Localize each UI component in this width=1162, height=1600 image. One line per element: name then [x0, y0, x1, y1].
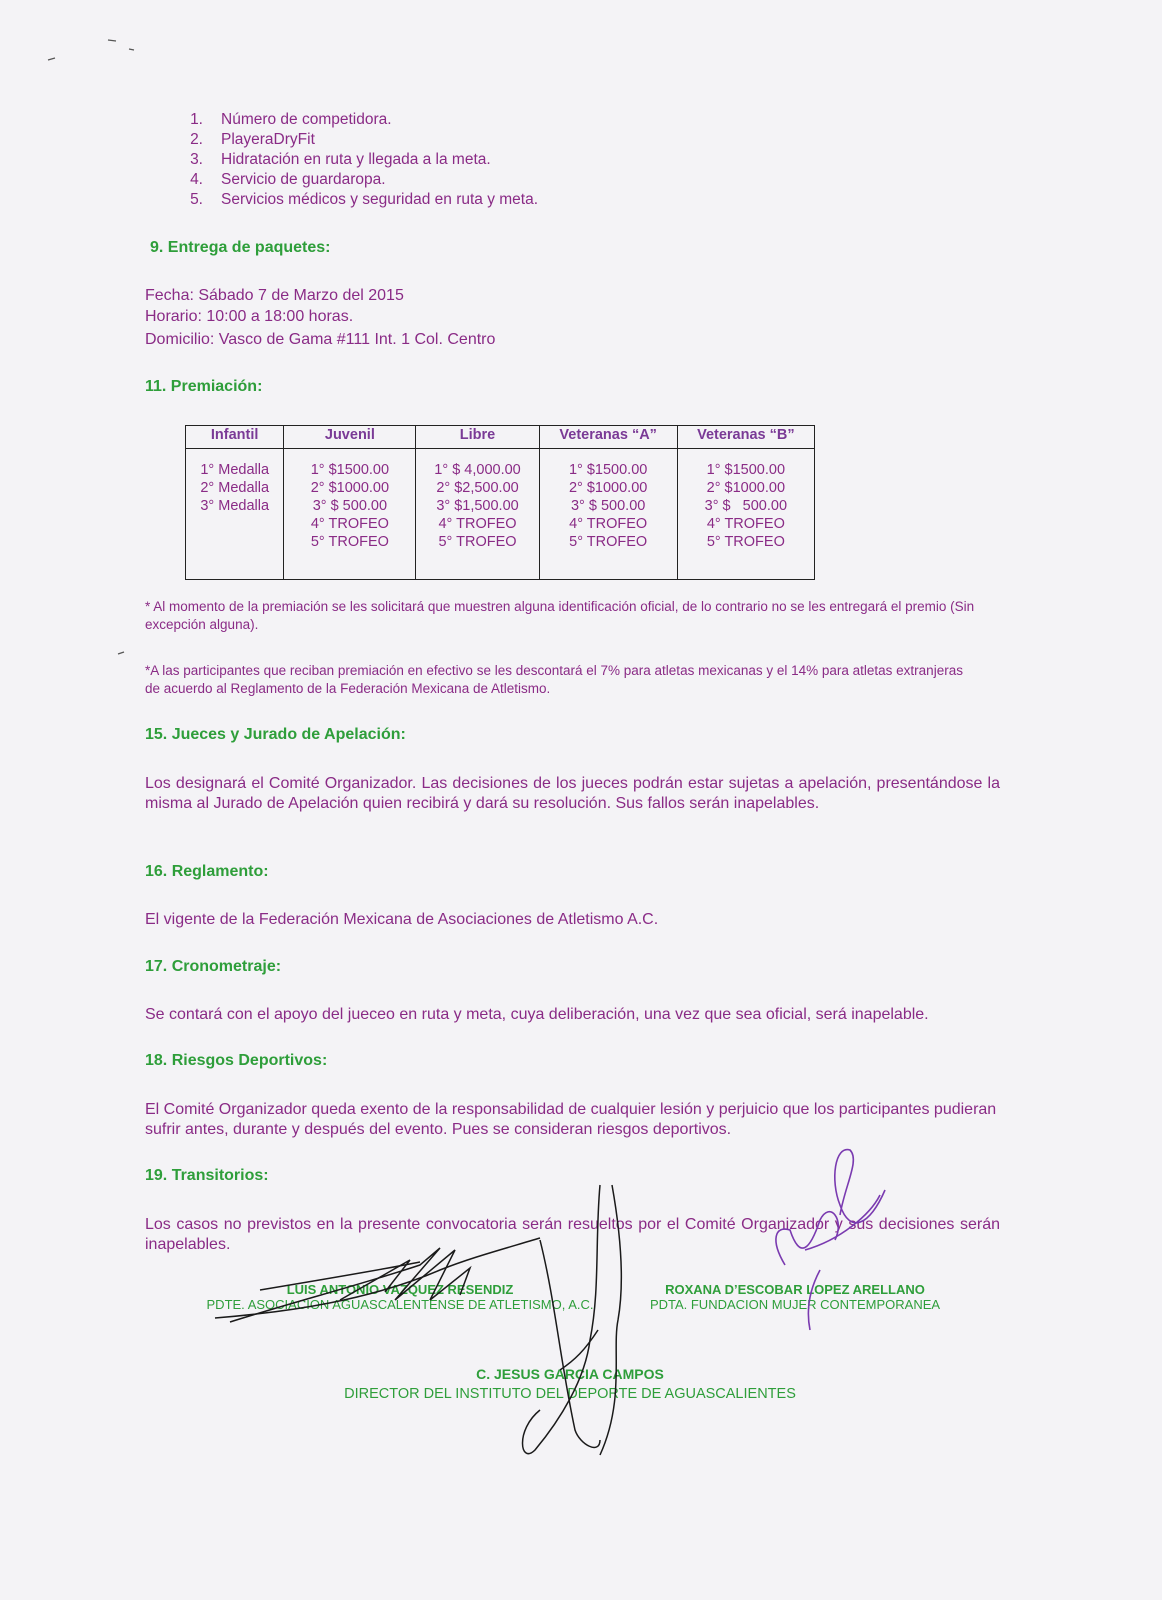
section-9-heading: 9. Entrega de paquetes:: [150, 239, 331, 256]
director-name: C. JESUS GARCIA CAMPOS: [476, 1366, 664, 1382]
section-16-heading: 16. Reglamento:: [145, 863, 269, 880]
section-11-heading: 11. Premiación:: [145, 378, 263, 395]
list-item: 4. Servicio de guardaropa.: [190, 171, 386, 188]
prize-cell-veteranas-a: 1° $1500.00 2° $1000.00 3° $ 500.00 4° TROFEO 5° TROFEO: [539, 449, 677, 580]
column-header-libre: Libre: [416, 426, 539, 449]
section-19-text: Los casos no previstos en la presente convocatoria serán resueltos por el Comité Organizador y sus decisiones serán inapelables.: [145, 1216, 1000, 1253]
scan-marks: [48, 40, 134, 654]
prize-note-discount: *A las participantes que reciban premiación en efectivo se les descontará el 7% para atletas mexicanas y el 14% para atletas extranjeras de acuerdo al Reglamento de la Federación Mexicana de Atletismo.: [145, 663, 963, 696]
column-header-infantil: Infantil: [186, 426, 284, 449]
list-item: 3. Hidratación en ruta y llegada a la meta.: [190, 151, 491, 168]
section-18-heading: 18. Riesgos Deportivos:: [145, 1052, 328, 1069]
section-19-heading: 19. Transitorios:: [145, 1167, 269, 1184]
list-item: 1. Número de competidora.: [190, 111, 392, 128]
prize-cell-libre: 1° $ 4,000.00 2° $2,500.00 3° $1,500.00 4° TROFEO 5° TROFEO: [416, 449, 539, 580]
signer-left-role: PDTE. ASOCIACION AGUASCALENTENSE DE ATLETISMO, A.C.: [206, 1297, 594, 1312]
section-9-domicilio: Domicilio: Vasco de Gama #111 Int. 1 Col. Centro: [145, 331, 496, 348]
signature-director-scribble: [523, 1185, 622, 1455]
signature-left-scribble: [215, 1238, 540, 1322]
prize-cell-infantil: 1° Medalla 2° Medalla 3° Medalla: [186, 449, 284, 580]
director-role: DIRECTOR DEL INSTITUTO DEL DEPORTE DE AGUASCALIENTES: [344, 1386, 796, 1402]
column-header-veteranas-b: Veteranas “B”: [677, 426, 814, 449]
signer-right-name: ROXANA D’ESCOBAR LOPEZ ARELLANO: [665, 1282, 925, 1297]
section-17-heading: 17. Cronometraje:: [145, 958, 282, 975]
signature-right-scribble: [776, 1150, 885, 1330]
section-15-text: Los designará el Comité Organizador. Las decisiones de los jueces podrán estar sujetas a apelación, presentándose la misma al Jurado de Apelación quien recibirá y dará su resolución. Sus fallos serán inapelables.: [145, 775, 1000, 812]
section-17-text: Se contará con el apoyo del jueceo en ruta y meta, cuya deliberación, una vez que sea oficial, será inapelable.: [145, 1006, 929, 1023]
section-9-fecha: Fecha: Sábado 7 de Marzo del 2015: [145, 287, 404, 304]
prize-cell-juvenil: 1° $1500.00 2° $1000.00 3° $ 500.00 4° TROFEO 5° TROFEO: [284, 449, 416, 580]
section-9-horario: Horario: 10:00 a 18:00 horas.: [145, 308, 354, 325]
prize-cell-veteranas-b: 1° $1500.00 2° $1000.00 3° $ 500.00 4° TROFEO 5° TROFEO: [677, 449, 814, 580]
column-header-juvenil: Juvenil: [284, 426, 416, 449]
column-header-veteranas-a: Veteranas “A”: [539, 426, 677, 449]
signer-right-role: PDTA. FUNDACION MUJER CONTEMPORANEA: [649, 1297, 941, 1312]
signer-left-name: LUIS ANTONIO VAZQUEZ RESENDIZ: [286, 1282, 514, 1297]
prize-note-identification: * Al momento de la premiación se les solicitará que muestren alguna identificación oficial, de lo contrario no se les entregará el premio (Sin excepción alguna).: [145, 599, 975, 632]
list-item: 2. PlayeraDryFit: [190, 131, 315, 148]
section-16-text: El vigente de la Federación Mexicana de Asociaciones de Atletismo A.C.: [145, 911, 659, 928]
section-15-heading: 15. Jueces y Jurado de Apelación:: [145, 726, 406, 743]
list-item: 5. Servicios médicos y seguridad en ruta y meta.: [190, 191, 539, 208]
section-18-text: El Comité Organizador queda exento de la responsabilidad de cualquier lesión y perjuicio que los participantes pudieran sufrir antes, durante y después del evento. Pues se consideran riesgos deportivos.: [145, 1101, 997, 1138]
